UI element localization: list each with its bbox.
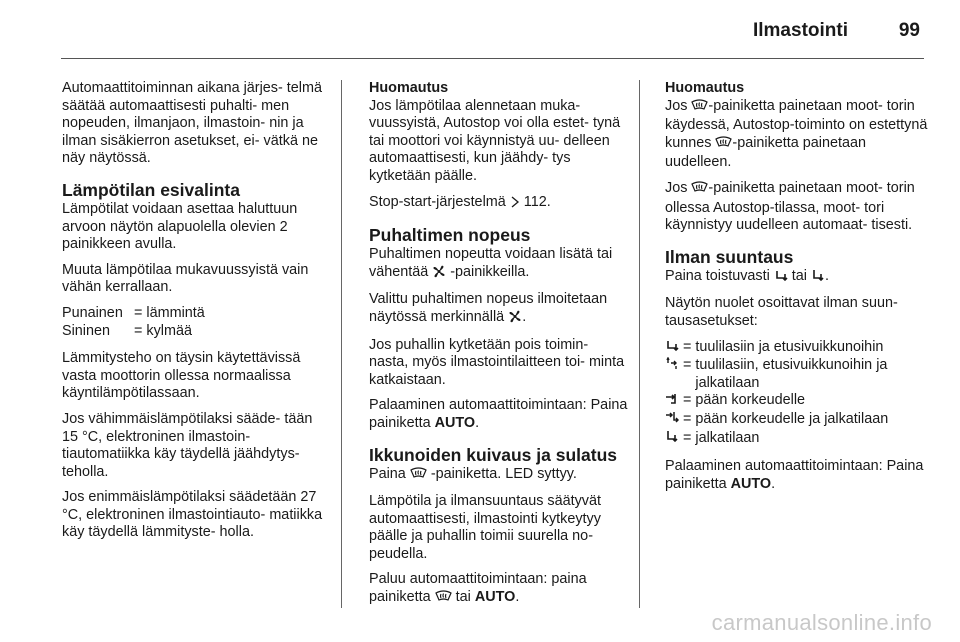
note-text: -painiketta painetaan uudelleen. — [665, 134, 867, 171]
dot: . — [515, 589, 520, 606]
fan-text: Puhaltimen nopeutta voidaan lisätä tai vähentää — [369, 246, 613, 280]
windscreen-defrost-icon — [715, 136, 732, 155]
stop-start-reference — [369, 194, 629, 214]
legend-key: Sininen — [62, 322, 111, 339]
section-heading-defog: Ikkunoiden kuivaus ja sulatus — [369, 444, 617, 465]
note-text: Jos — [665, 179, 688, 196]
page-title: Ilmastointi — [752, 20, 848, 41]
defog-text: Paluu automaattitoimintaan: paina painiketta — [369, 571, 587, 606]
fan-icon — [508, 310, 522, 329]
note-text: Jos — [665, 97, 688, 114]
head-and-foot-icon — [665, 411, 683, 430]
back-to-auto-paragraph — [665, 458, 929, 493]
mode-value: pään korkeudelle ja jalkatilaan — [695, 410, 889, 427]
watermark-text: carmanualsonline.info — [711, 610, 932, 635]
column-1 — [62, 80, 328, 550]
header-rule — [61, 58, 924, 59]
mode-value: tuulilasiin, etusivuikkunoihin ja jalkatilaan — [695, 357, 888, 391]
note-text: Jos lämpötilaa alennetaan muka- vuussyistä, Autostop voi olla estet- tynä tai moottori voi käynnistyä uu- delleen automaattisesti, kun jäähdy- tys kytketään päälle. — [369, 97, 621, 184]
column-divider-1 — [341, 80, 342, 608]
fan-text: -painikkeilla. — [450, 263, 530, 280]
mode-row — [665, 430, 929, 449]
air-direction-modes — [665, 339, 929, 449]
stop-start-page-ref: 112. — [523, 193, 551, 210]
fan-paragraph-4 — [369, 397, 629, 432]
note-label: Huomautus — [665, 80, 745, 96]
defog-text: Paina — [369, 465, 406, 482]
change-paragraph: Muuta lämpötilaa mukavuussyistä vain vähän kerrallaan. — [62, 261, 309, 296]
color-legend — [62, 305, 205, 340]
fan-text: Palaaminen automaattitoimintaan: Paina painiketta — [369, 397, 628, 431]
page-reference-icon — [510, 196, 520, 214]
windscreen-head-foot-icon — [665, 357, 683, 392]
legend-value: kylmää — [146, 322, 192, 339]
direction-text: Paina toistuvasti — [665, 267, 770, 284]
column-3 — [665, 80, 929, 501]
direction-text: . — [825, 267, 829, 284]
legend-row — [62, 305, 205, 323]
windscreen-defrost-icon — [691, 181, 708, 200]
note-label: Huomautus — [369, 80, 449, 96]
mode-row — [665, 411, 929, 430]
mode-sep: = — [683, 392, 692, 409]
note-text: -painiketta painetaan moot- torin ollessa Autostop-tilassa, moot- tori käynnistyy uudelleen automaat- tisesti. — [665, 179, 915, 234]
mode-sep: = — [683, 429, 692, 446]
stop-start-text: Stop-start-järjestelmä — [369, 193, 506, 210]
preset-paragraph: Lämpötilat voidaan asettaa haluttuun arvoon näytön alapuolella olevien 2 painikkeen avulla. — [62, 200, 298, 253]
fan-paragraph-1 — [369, 246, 629, 283]
direction-paragraph-2: Näytön nuolet osoittavat ilman suun- tausasetukset: — [665, 295, 898, 329]
legend-row — [62, 323, 205, 341]
note-paragraph-2 — [665, 180, 929, 235]
direction-paragraph-1 — [665, 268, 929, 288]
fan-paragraph-3: Jos puhallin kytketään pois toimin- nasta, myös ilmastointilaitteen toi- minta katkaistaan. — [369, 336, 625, 388]
dot: . — [475, 414, 480, 431]
note-paragraph-1 — [665, 98, 929, 172]
max-temp-paragraph: Jos enimmäislämpötilaksi säädetään 27 °C, elektroninen ilmastointiauto- matiikka käy täydellä lämmityste- holla. — [62, 489, 323, 541]
fan-icon — [432, 265, 446, 284]
defog-paragraph-1 — [369, 466, 629, 486]
mode-sep: = — [683, 410, 692, 427]
direction-text: tai — [791, 267, 807, 284]
windscreen-footwell-icon — [665, 339, 683, 358]
legend-sep: = — [134, 304, 143, 321]
mode-value: jalkatilaan — [695, 429, 760, 446]
section-heading-preset: Lämpötilan esivalinta — [62, 179, 240, 200]
head-level-icon — [665, 392, 683, 411]
mode-sep: = — [683, 357, 692, 374]
column-2 — [369, 80, 629, 617]
windscreen-defrost-icon — [410, 467, 427, 486]
dot: . — [771, 475, 776, 492]
section-heading-fan: Puhaltimen nopeus — [369, 225, 531, 246]
windscreen-defrost-icon — [435, 590, 452, 609]
min-temp-paragraph: Jos vähimmäislämpötilaksi sääde- tään 15 °C, elektroninen ilmastoin- tiautomatiikka käy täydellä jäähdytys- teholla. — [62, 410, 313, 480]
defog-paragraph-2: Lämpötila ja ilmansuuntaus säätyvät automaattisesti, ilmastointi kytkeytyy päälle ja puhallin toimii suurella no- peudella. — [369, 493, 601, 562]
fan-text: Valittu puhaltimen nopeus ilmoitetaan näytössä merkinnällä — [369, 291, 608, 325]
note-text: -painiketta painetaan moot- torin käydessä, Autostop-toiminto on estettynä kunnes — [665, 97, 928, 151]
intro-paragraph: Automaattitoiminnan aikana järjes- telmä säätää automaattisesti puhalti- men nopeuden, ilmanjaon, ilmastoin- nin ja ilman sisäkierron asetukset, ei- vätkä ne näy näytössä. — [62, 80, 322, 167]
heat-paragraph: Lämmitysteho on täysin käytettävissä vasta moottorin ollessa normaalissa käyntilämpötilassaan. — [62, 350, 301, 402]
legend-key: Punainen — [62, 304, 123, 321]
watermark — [540, 602, 960, 642]
mode-sep: = — [683, 338, 692, 355]
footwell-icon — [811, 269, 825, 288]
defog-text: tai — [455, 589, 471, 606]
mode-row — [665, 392, 929, 411]
auto-label: AUTO — [474, 589, 516, 606]
mode-row — [665, 339, 929, 358]
windscreen-defrost-icon — [691, 99, 708, 118]
legend-value: lämmintä — [146, 304, 205, 321]
fan-paragraph-2 — [369, 291, 629, 328]
column-divider-2 — [639, 80, 640, 608]
page-number: 99 — [898, 20, 920, 41]
windscreen-footwell-icon — [774, 269, 788, 288]
auto-label: AUTO — [730, 475, 772, 492]
direction-text: Palaaminen automaattitoimintaan: Paina painiketta — [665, 458, 924, 492]
auto-label: AUTO — [434, 414, 476, 431]
footwell-icon — [665, 430, 683, 449]
mode-row — [665, 357, 929, 392]
section-heading-air-direction: Ilman suuntaus — [665, 246, 794, 267]
legend-sep: = — [134, 322, 143, 339]
mode-value: pään korkeudelle — [695, 392, 806, 409]
mode-value: tuulilasiin ja etusivuikkunoihin — [695, 338, 884, 355]
defog-text: -painiketta. LED syttyy. — [430, 465, 577, 482]
fan-text: . — [522, 308, 527, 325]
